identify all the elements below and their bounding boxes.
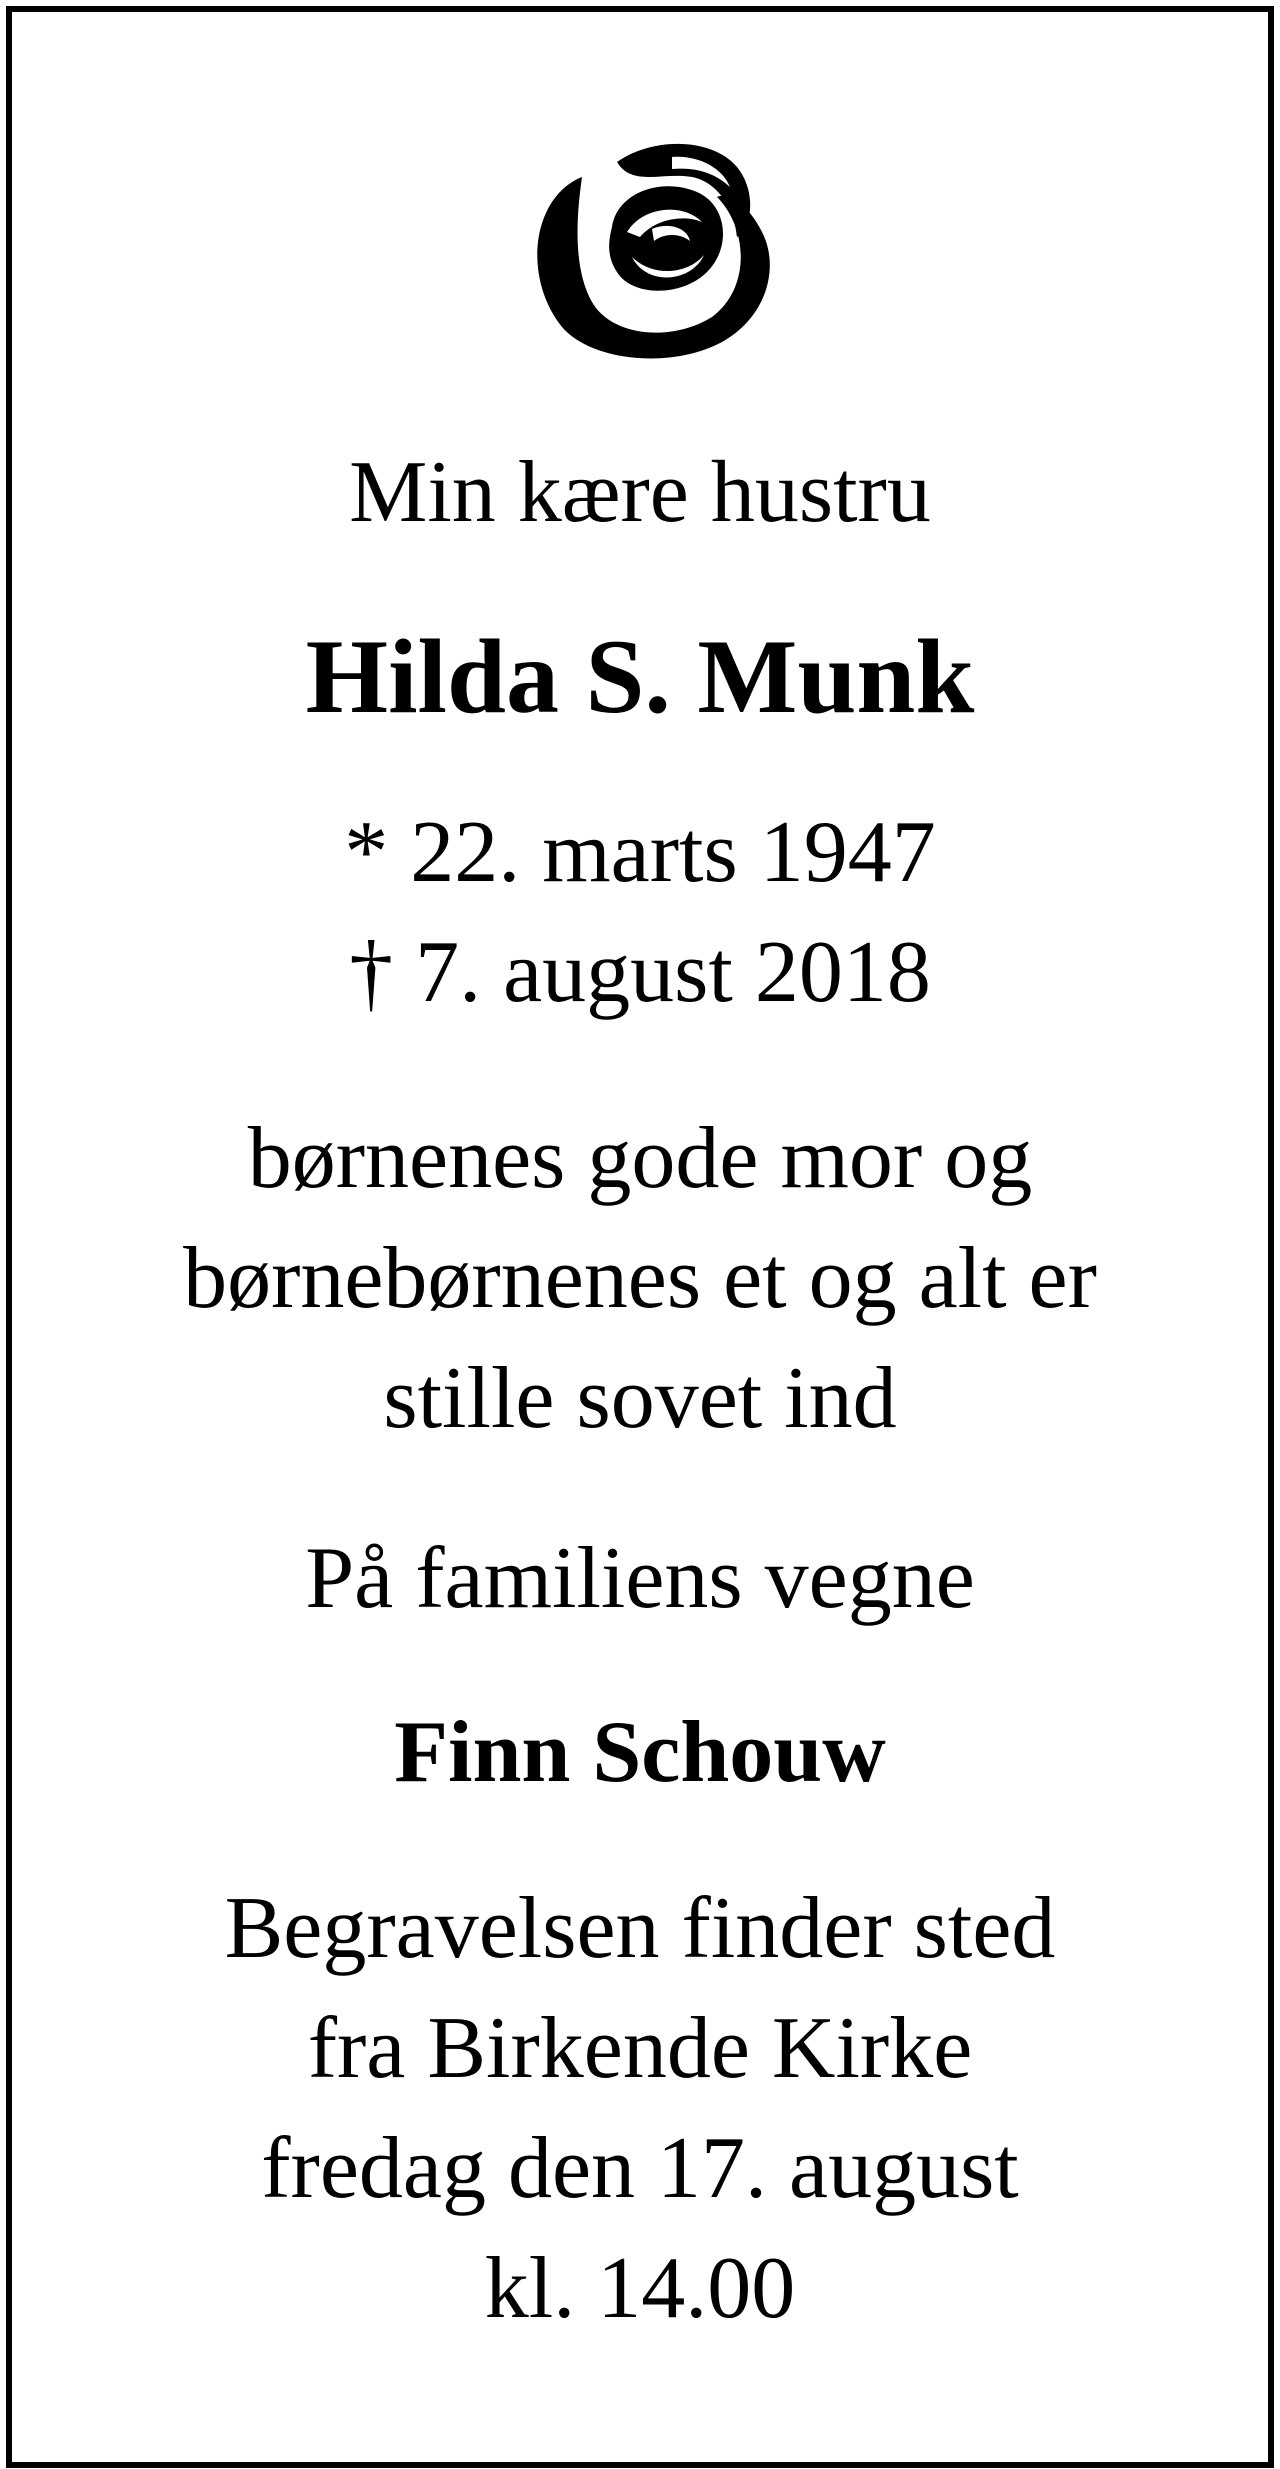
notice-content bbox=[12, 12, 1268, 2462]
funeral-line: kl. 14.00 bbox=[484, 2240, 796, 2337]
birth-date: * 22. marts 1947 bbox=[344, 804, 936, 901]
description-line: stille sovet ind bbox=[383, 1350, 897, 1447]
family-line: På familiens vegne bbox=[305, 1530, 975, 1627]
rose-icon bbox=[522, 137, 782, 367]
funeral-line: fredag den 17. august bbox=[261, 2120, 1019, 2217]
deceased-name: Hilda S. Munk bbox=[305, 618, 975, 735]
description-line: børnebørnenes et og alt er bbox=[183, 1230, 1097, 1327]
description-line: børnenes gode mor og bbox=[247, 1110, 1033, 1207]
death-date: † 7. august 2018 bbox=[349, 924, 931, 1021]
signer-name: Finn Schouw bbox=[394, 1704, 886, 1801]
funeral-line: fra Birkende Kirke bbox=[307, 2000, 973, 2097]
intro-line: Min kære hustru bbox=[349, 444, 931, 541]
notice-frame bbox=[6, 6, 1274, 2468]
funeral-line: Begravelsen finder sted bbox=[224, 1880, 1056, 1977]
